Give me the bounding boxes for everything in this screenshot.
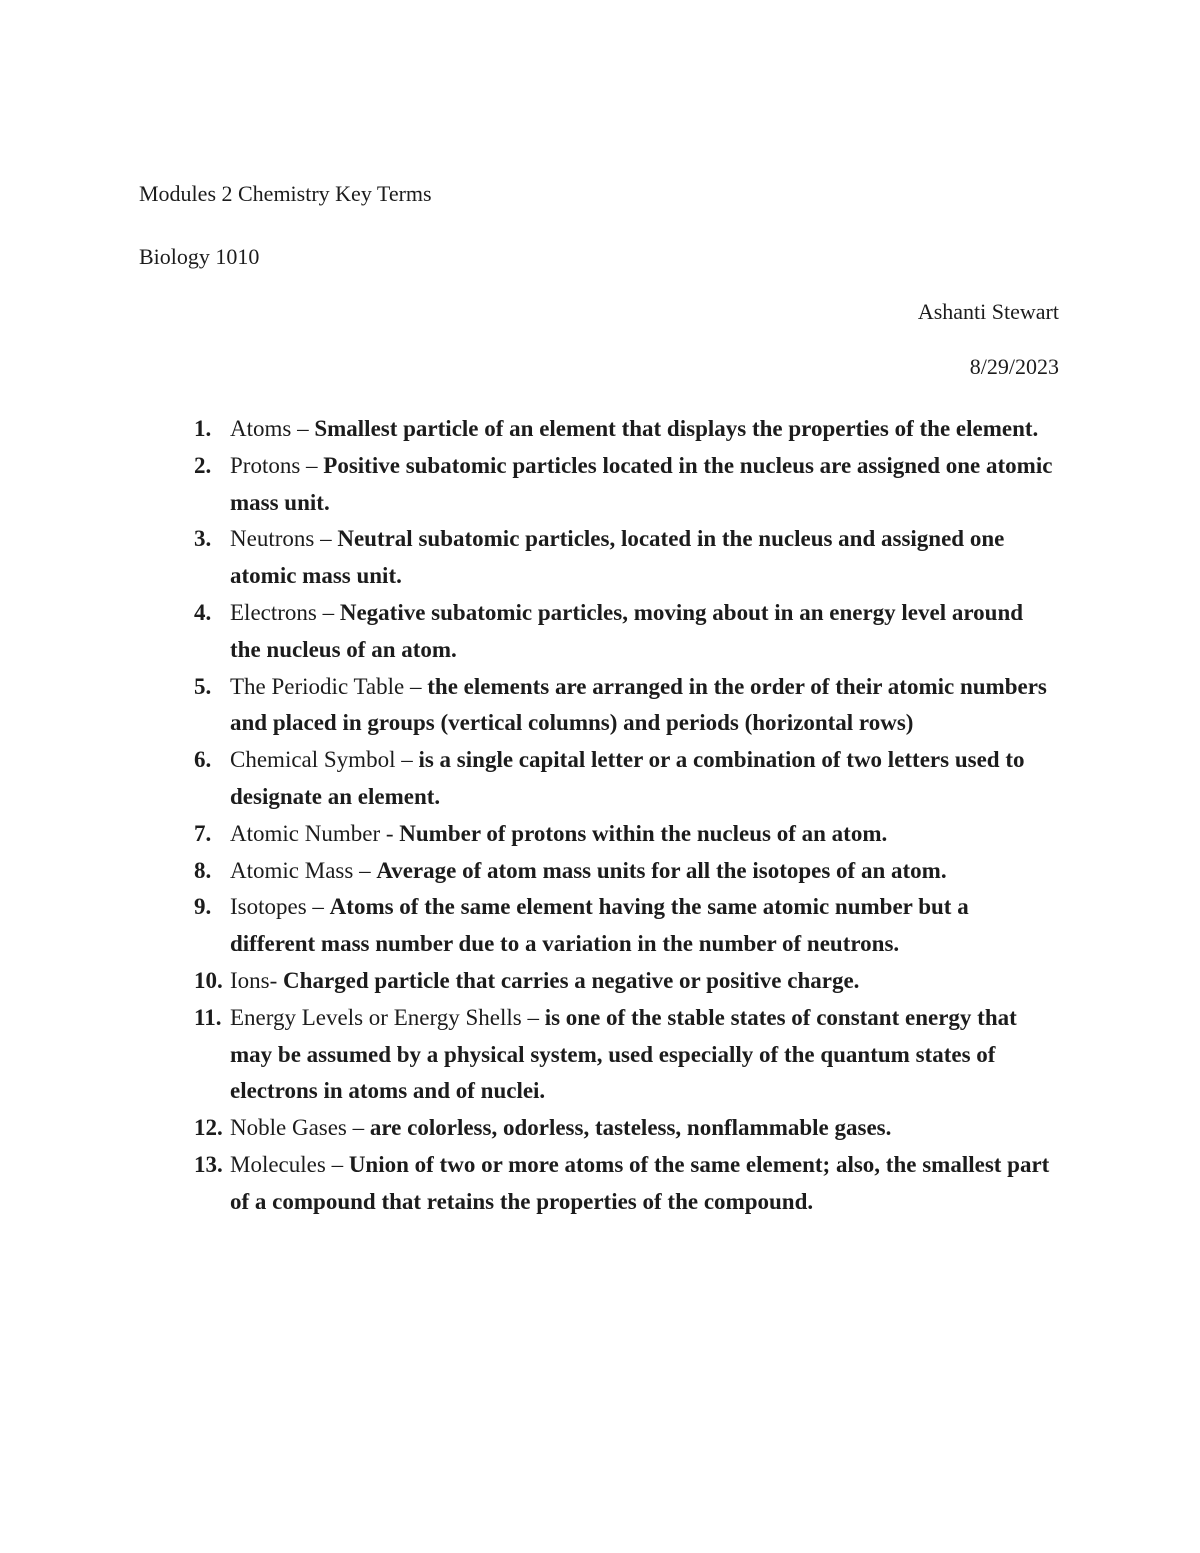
- term-separator: –: [353, 857, 377, 883]
- term-item: [0, 1147, 1200, 1221]
- term-name: Atomic Mass: [230, 857, 354, 883]
- term-separator: –: [346, 1115, 370, 1141]
- term-item: [0, 816, 1200, 853]
- term-item: [0, 411, 1200, 448]
- term-separator: –: [521, 1004, 545, 1030]
- term-definition: Negative subatomic particles, moving about in an energy level around the nucleus of an atom.: [230, 599, 1024, 662]
- document-title: Modules 2 Chemistry Key Terms: [139, 181, 432, 206]
- term-item: [0, 853, 1200, 890]
- term-separator: –: [325, 1151, 349, 1177]
- term-separator: –: [306, 894, 330, 920]
- term-definition: Union of two or more atoms of the same element; also, the smallest part of a compound that retains the properties of the compound.: [230, 1151, 1050, 1214]
- term-separator: -: [380, 820, 400, 846]
- term-separator: –: [316, 599, 340, 625]
- term-item: [0, 521, 1200, 595]
- term-item: [0, 742, 1200, 816]
- term-item: [0, 669, 1200, 743]
- term-number: 9.: [194, 894, 212, 920]
- term-number: 11.: [194, 1004, 222, 1030]
- key-terms-list: [0, 411, 1200, 1221]
- term-definition: Neutral subatomic particles, located in the nucleus and assigned one atomic mass unit.: [230, 526, 1005, 589]
- term-item: [0, 448, 1200, 522]
- term-definition: Average of atom mass units for all the isotopes of an atom.: [376, 857, 947, 883]
- term-definition: Number of protons within the nucleus of an atom.: [399, 820, 888, 846]
- term-number: 5.: [194, 673, 212, 699]
- term-definition: Smallest particle of an element that displays the properties of the element.: [314, 416, 1039, 441]
- term-definition: Positive subatomic particles located in the nucleus are assigned one atomic mass unit.: [230, 452, 1053, 515]
- term-separator: –: [300, 452, 324, 478]
- term-definition: is a single capital letter or a combination of two letters used to designate an element.: [230, 747, 1025, 809]
- term-number: 3.: [194, 526, 212, 552]
- term-definition: the elements are arranged in the order of their atomic numbers and placed in groups (vertical columns) and periods (horizontal rows): [230, 673, 1047, 736]
- term-separator: –: [314, 526, 338, 552]
- term-item: [0, 1110, 1200, 1147]
- term-item: [0, 1000, 1200, 1110]
- term-item: [0, 889, 1200, 963]
- term-name: Electrons: [230, 599, 317, 625]
- term-separator: –: [291, 416, 315, 441]
- term-number: 7.: [194, 820, 212, 846]
- term-number: 2.: [194, 452, 212, 478]
- term-definition: is one of the stable states of constant energy that may be assumed by a physical system, used especially of the quantum states of electrons in atoms and of nuclei.: [230, 1004, 1017, 1104]
- term-separator: –: [395, 747, 419, 773]
- term-item: [0, 963, 1200, 1000]
- term-definition: Atoms of the same element having the same atomic number but a different mass number due to a variation in the number of neutrons.: [230, 894, 969, 957]
- course-name: Biology 1010: [139, 244, 260, 269]
- term-number: 8.: [194, 857, 212, 883]
- term-name: Atoms: [230, 416, 292, 441]
- term-name: Neutrons: [230, 526, 315, 552]
- term-separator: -: [269, 967, 284, 993]
- term-number: 10.: [194, 967, 223, 993]
- term-name: Energy Levels or Energy Shells: [230, 1004, 522, 1030]
- term-name: Chemical Symbol: [230, 747, 396, 773]
- term-name: Isotopes: [230, 894, 307, 920]
- term-name: Protons: [230, 452, 301, 478]
- term-definition: are colorless, odorless, tasteless, nonflammable gases.: [369, 1115, 892, 1141]
- term-number: 4.: [194, 599, 212, 625]
- term-name: Ions: [230, 967, 270, 993]
- term-name: Atomic Number: [230, 820, 381, 846]
- term-item: [0, 595, 1200, 669]
- term-number: 6.: [194, 747, 212, 773]
- term-number: 13.: [194, 1151, 223, 1177]
- term-separator: –: [404, 673, 428, 699]
- term-number: 1.: [194, 416, 212, 441]
- term-number: 12.: [194, 1115, 223, 1141]
- author-name: Ashanti Stewart: [917, 299, 1059, 324]
- term-name: Molecules: [230, 1151, 326, 1177]
- term-definition: Charged particle that carries a negative or positive charge.: [283, 967, 860, 993]
- term-name: The Periodic Table: [230, 673, 405, 699]
- document-date: 8/29/2023: [969, 354, 1059, 379]
- term-name: Noble Gases: [230, 1115, 347, 1141]
